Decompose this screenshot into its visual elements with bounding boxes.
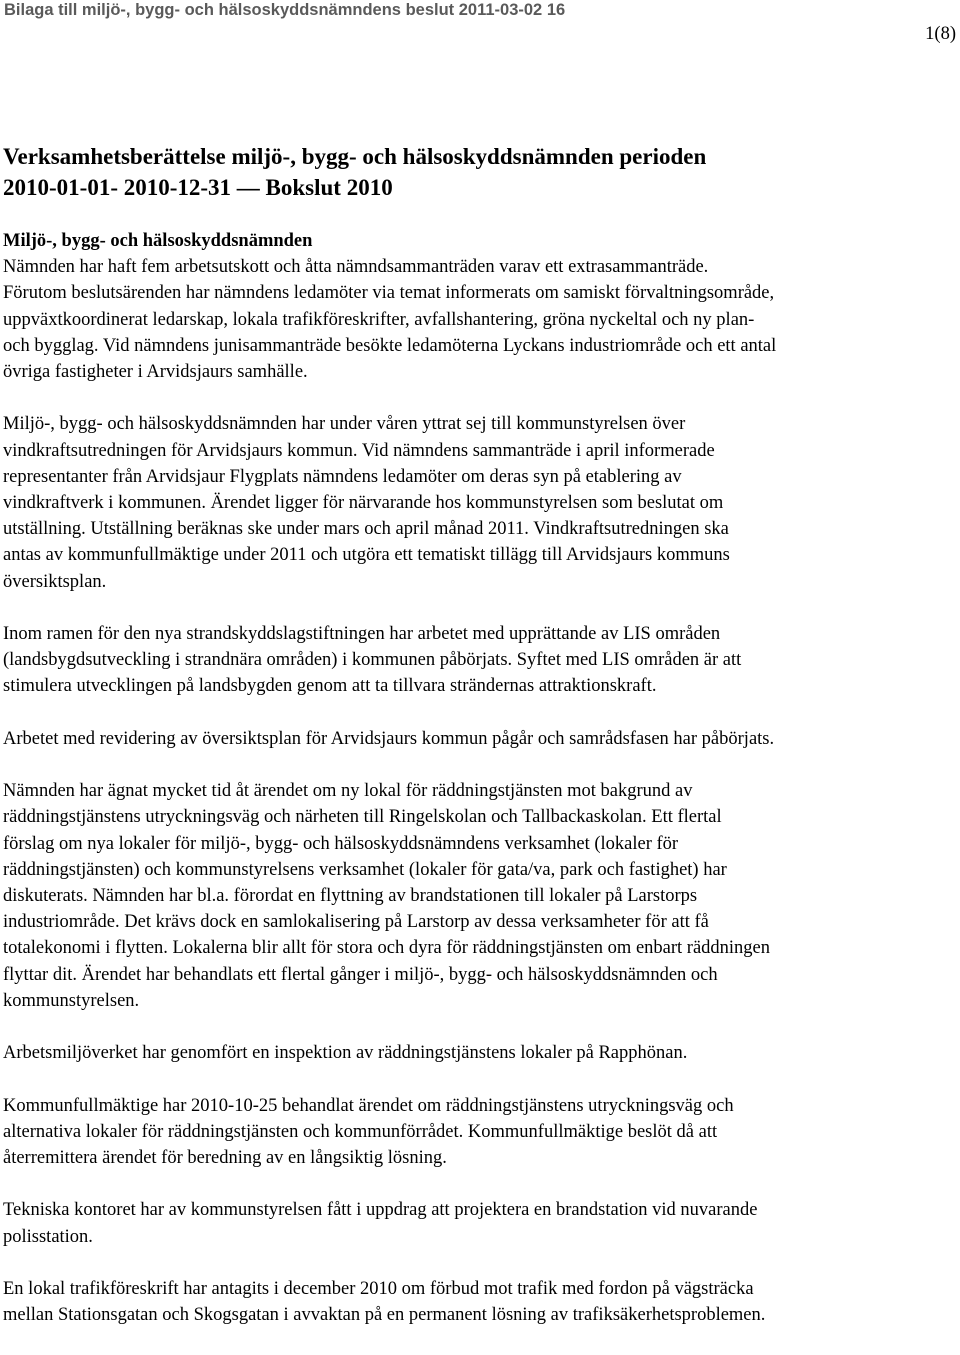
- paragraph-line: polisstation.: [3, 1226, 93, 1247]
- paragraph-line: förslag om nya lokaler för miljö-, bygg- och hälsoskyddsnämndens verksamhet (lokaler för: [3, 833, 679, 854]
- paragraph-fire-station: [3, 1197, 959, 1249]
- paragraph-work-environment: [3, 1040, 959, 1066]
- paragraph-council-decision: [3, 1093, 959, 1172]
- paragraph-line: Förutom beslutsärenden har nämndens ledamöter via temat informerats om samiskt förvaltningsområde,: [3, 283, 775, 304]
- attachment-note: Bilaga till miljö-, bygg- och hälsoskyddsnämndens beslut 2011-03-02 16: [4, 1, 566, 19]
- paragraph-activities: [3, 254, 959, 385]
- paragraph-line: antas av kommunfullmäktige under 2011 och utgöra ett tematiskt tillägg till Arvidsjaurs kommuns: [3, 545, 730, 566]
- paragraph-rescue-premises: [3, 778, 959, 1014]
- paragraph-shore-protection: [3, 621, 959, 700]
- page-number: 1(8): [925, 24, 956, 44]
- paragraph-line: uppväxtkoordinerat ledarskap, lokala trafikföreskrifter, avfallshantering, gröna nyckeltal och ny plan-: [3, 309, 755, 330]
- paragraph-line: mellan Stationsgatan och Skogsgatan i avvaktan på en permanent lösning av trafiksäkerhetsproblemen.: [3, 1305, 766, 1326]
- paragraph-line: Inom ramen för den nya strandskyddslagstiftningen har arbetet med upprättande av LIS områden: [3, 624, 721, 645]
- paragraph-line: utställning. Utställning beräknas ske under mars och april månad 2011. Vindkraftsutredningen ska: [3, 519, 729, 540]
- document-title: [3, 141, 953, 203]
- paragraph-line: Nämnden har ägnat mycket tid åt ärendet om ny lokal för räddningstjänsten mot bakgrund av: [3, 781, 693, 802]
- paragraph-line: En lokal trafikföreskrift har antagits i december 2010 om förbud mot trafik med fordon på vägsträcka: [3, 1279, 754, 1299]
- paragraph-line: flyttar dit. Ärendet har behandlats ett flertal gånger i miljö-, bygg- och hälsoskyddsnämnden och: [3, 964, 718, 985]
- paragraph-line: räddningstjänstens utryckningsväg och närheten till Ringelskolan och Tallbackaskolan. Ett flertal: [3, 807, 722, 828]
- document-title-line-1: Verksamhetsberättelse miljö-, bygg- och hälsoskyddsnämnden perioden: [3, 144, 707, 169]
- paragraph-line: (landsbygdsutveckling i strandnära områden) i kommunen påbörjats. Syftet med LIS områden är att: [3, 650, 742, 671]
- paragraph-line: Tekniska kontoret har av kommunstyrelsen fått i uppdrag att projektera en brandstation vid nuvarande: [3, 1200, 758, 1221]
- paragraph-line: industriområde. Det krävs dock en samlokalisering på Larstorp av dessa verksamheter för att få: [3, 912, 709, 933]
- paragraph-line: alternativa lokaler för räddningstjänsten och kommunförrådet. Kommunfullmäktige beslöt då att: [3, 1121, 718, 1142]
- paragraph-line: vindkraftverk i kommunen. Ärendet ligger för närvarande hos kommunstyrelsen som beslutat om: [3, 493, 724, 514]
- paragraph-line: Miljö-, bygg- och hälsoskyddsnämnden har under våren yttrat sej till kommunstyrelsen över: [3, 414, 686, 435]
- paragraph-line: representanter från Arvidsjaur Flygplats nämndens ledamöter om deras syn på etablering av: [3, 466, 682, 487]
- paragraph-line: diskuterats. Nämnden har bl.a. förordat en flyttning av brandstationen till lokaler på Larstorps: [3, 886, 698, 907]
- paragraph-comprehensive-plan: [3, 726, 959, 752]
- paragraph-line: Nämnden har haft fem arbetsutskott och åtta nämndsammanträden varav ett extrasammanträde.: [3, 257, 709, 278]
- paragraph-line: stimulera utvecklingen på landsbygden genom att ta tillvara strändernas attraktionskraft.: [3, 676, 657, 697]
- paragraph-line: vindkraftsutredningen för Arvidsjaurs kommun. Vid nämndens sammanträde i april informerade: [3, 440, 715, 461]
- document-body: [3, 228, 959, 1355]
- section-heading: Miljö-, bygg- och hälsoskyddsnämnden: [3, 231, 313, 251]
- paragraph-line: övriga fastigheter i Arvidsjaurs samhälle.: [3, 362, 308, 383]
- paragraph-line: räddningstjänsten) och kommunstyrelsens verksamhet (lokaler för gata/va, park och fastighet) har: [3, 859, 727, 880]
- paragraph-line: Arbetsmiljöverket har genomfört en inspektion av räddningstjänstens lokaler på Rapphönan.: [3, 1043, 688, 1064]
- document-title-line-2: 2010-01-01- 2010-12-31 — Bokslut 2010: [3, 175, 393, 200]
- paragraph-wind-power: [3, 411, 959, 594]
- paragraph-line: totalekonomi i flytten. Lokalerna blir allt för stora och dyra för räddningstjänsten om enbart räddningen: [3, 938, 771, 959]
- paragraph-line: och bygglag. Vid nämndens junisammanträde besökte ledamöterna Lyckans industriområde och ett antal: [3, 335, 777, 356]
- paragraph-line: Kommunfullmäktige har 2010-10-25 behandlat ärendet om räddningstjänstens utryckningsväg och: [3, 1095, 734, 1116]
- paragraph-line: återremittera ärendet för beredning av en långsiktig lösning.: [3, 1148, 447, 1169]
- paragraph-traffic-regulation: [3, 1276, 959, 1328]
- paragraph-line: kommunstyrelsen.: [3, 990, 140, 1011]
- paragraph-line: Arbetet med revidering av översiktsplan för Arvidsjaurs kommun pågår och samrådsfasen har påbörjats.: [3, 728, 775, 749]
- paragraph-line: översiktsplan.: [3, 571, 107, 592]
